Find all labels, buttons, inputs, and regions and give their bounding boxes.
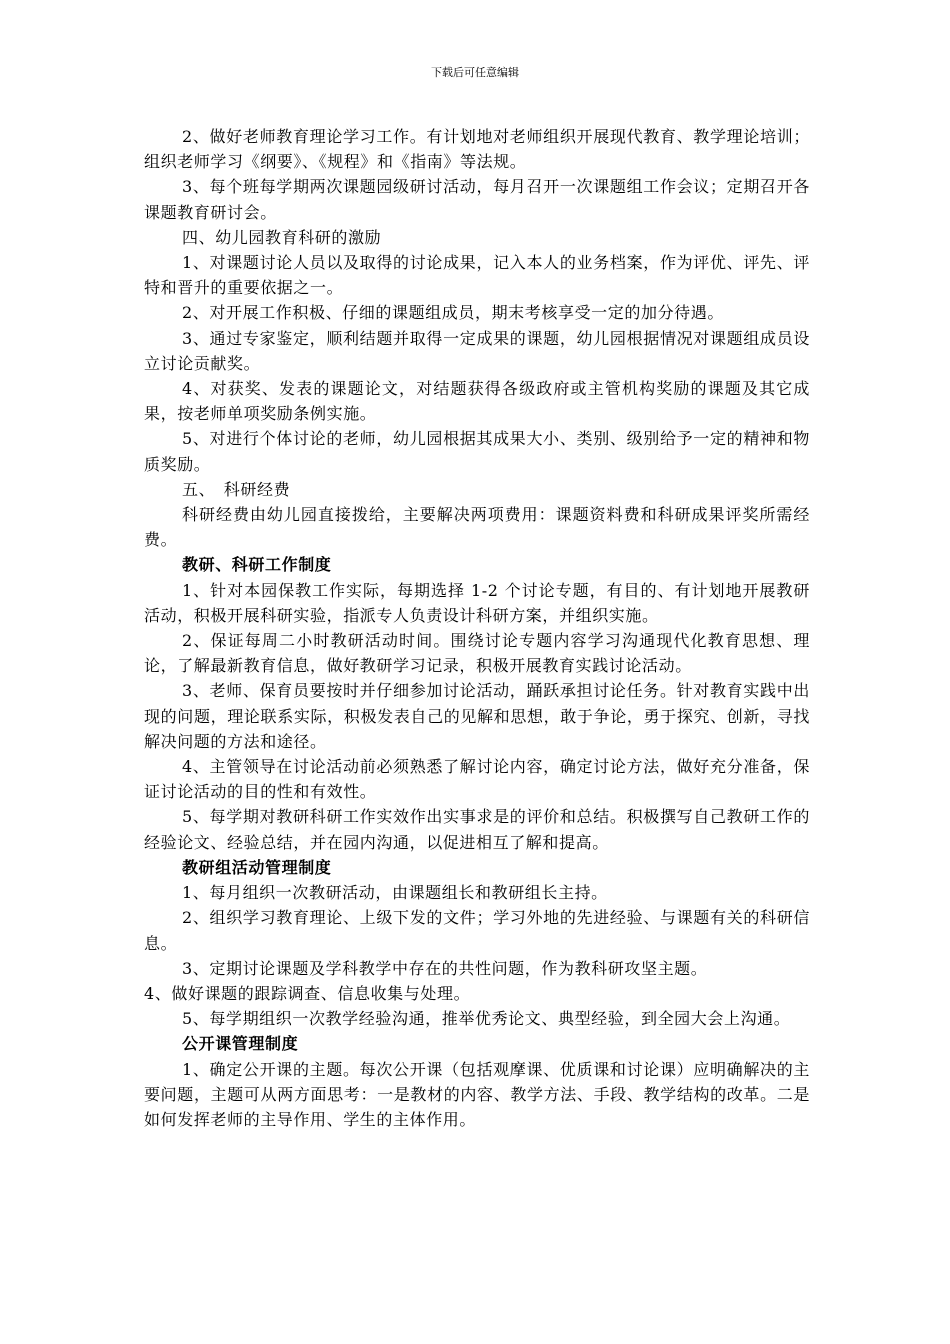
paragraph: 1、确定公开课的主题。每次公开课（包括观摩课、优质课和讨论课）应明确解决的主要问题，主题可从两方面思考：一是教材的内容、教学方法、手段、教学结构的改革。二是如何发挥老师的主导作用、学生的主体作用。 bbox=[144, 1059, 810, 1129]
paragraph: 4、做好课题的跟踪调查、信息收集与处理。 bbox=[144, 983, 471, 1003]
paragraph: 3、每个班每学期两次课题园级研讨活动，每月召开一次课题组工作会议；定期召开各课题教育研讨会。 bbox=[144, 177, 810, 222]
paragraph: 3、定期讨论课题及学科教学中存在的共性问题，作为教科研攻坚主题。 bbox=[182, 958, 708, 978]
section-heading: 五、 科研经费 bbox=[182, 479, 291, 499]
section-title: 教研、科研工作制度 bbox=[182, 555, 332, 575]
section-title: 教研组活动管理制度 bbox=[182, 857, 332, 877]
paragraph: 5、每学期对教研科研工作实效作出实事求是的评价和总结。积极撰写自己教研工作的经验论文、经验总结，并在园内沟通，以促进相互了解和提高。 bbox=[144, 807, 810, 852]
paragraph: 2、组织学习教育理论、上级下发的文件；学习外地的先进经验、与课题有关的科研信息。 bbox=[144, 908, 810, 953]
paragraph: 4、对获奖、发表的课题论文，对结题获得各级政府或主管机构奖励的课题及其它成果，按老师单项奖励条例实施。 bbox=[144, 379, 810, 424]
paragraph: 1、对课题讨论人员以及取得的讨论成果，记入本人的业务档案，作为评优、评先、评特和晋升的重要依据之一。 bbox=[144, 253, 810, 298]
paragraph: 科研经费由幼儿园直接拨给，主要解决两项费用：课题资料费和科研成果评奖所需经费。 bbox=[144, 505, 810, 550]
paragraph: 5、每学期组织一次教学经验沟通，推举优秀论文、典型经验，到全园大会上沟通。 bbox=[182, 1009, 791, 1029]
page-header-note: 下载后可任意编辑 bbox=[431, 66, 519, 79]
paragraph: 3、老师、保育员要按时并仔细参加讨论活动，踊跃承担讨论任务。针对教育实践中出现的问题，理论联系实际，积极发表自己的见解和思想，敢于争论，勇于探究、创新，寻找解决问题的方法和途径。 bbox=[144, 681, 810, 751]
paragraph: 5、对进行个体讨论的老师，幼儿园根据其成果大小、类别、级别给予一定的精神和物质奖励。 bbox=[144, 429, 810, 474]
paragraph: 2、做好老师教育理论学习工作。有计划地对老师组织开展现代教育、教学理论培训；组织老师学习《纲要》、《规程》和《指南》等法规。 bbox=[144, 127, 810, 172]
paragraph: 1、针对本园保教工作实际，每期选择 1-2 个讨论专题，有目的、有计划地开展教研活动，积极开展科研实验，指派专人负责设计科研方案，并组织实施。 bbox=[144, 580, 810, 625]
paragraph: 2、对开展工作积极、仔细的课题组成员，期末考核享受一定的加分待遇。 bbox=[182, 303, 724, 323]
paragraph: 4、主管领导在讨论活动前必须熟悉了解讨论内容，确定讨论方法，做好充分准备，保证讨论活动的目的性和有效性。 bbox=[144, 757, 810, 802]
paragraph: 3、通过专家鉴定，顺利结题并取得一定成果的课题，幼儿园根据情况对课题组成员设立讨论贡献奖。 bbox=[144, 328, 810, 373]
paragraph: 1、每月组织一次教研活动，由课题组长和教研组长主持。 bbox=[182, 883, 608, 903]
document-body bbox=[144, 124, 810, 1132]
paragraph: 2、保证每周二小时教研活动时间。围绕讨论专题内容学习沟通现代化教育思想、理论，了解最新教育信息，做好教研学习记录，积极开展教育实践讨论活动。 bbox=[144, 631, 810, 676]
section-heading: 四、幼儿园教育科研的激励 bbox=[182, 227, 382, 247]
section-title: 公开课管理制度 bbox=[182, 1034, 299, 1054]
